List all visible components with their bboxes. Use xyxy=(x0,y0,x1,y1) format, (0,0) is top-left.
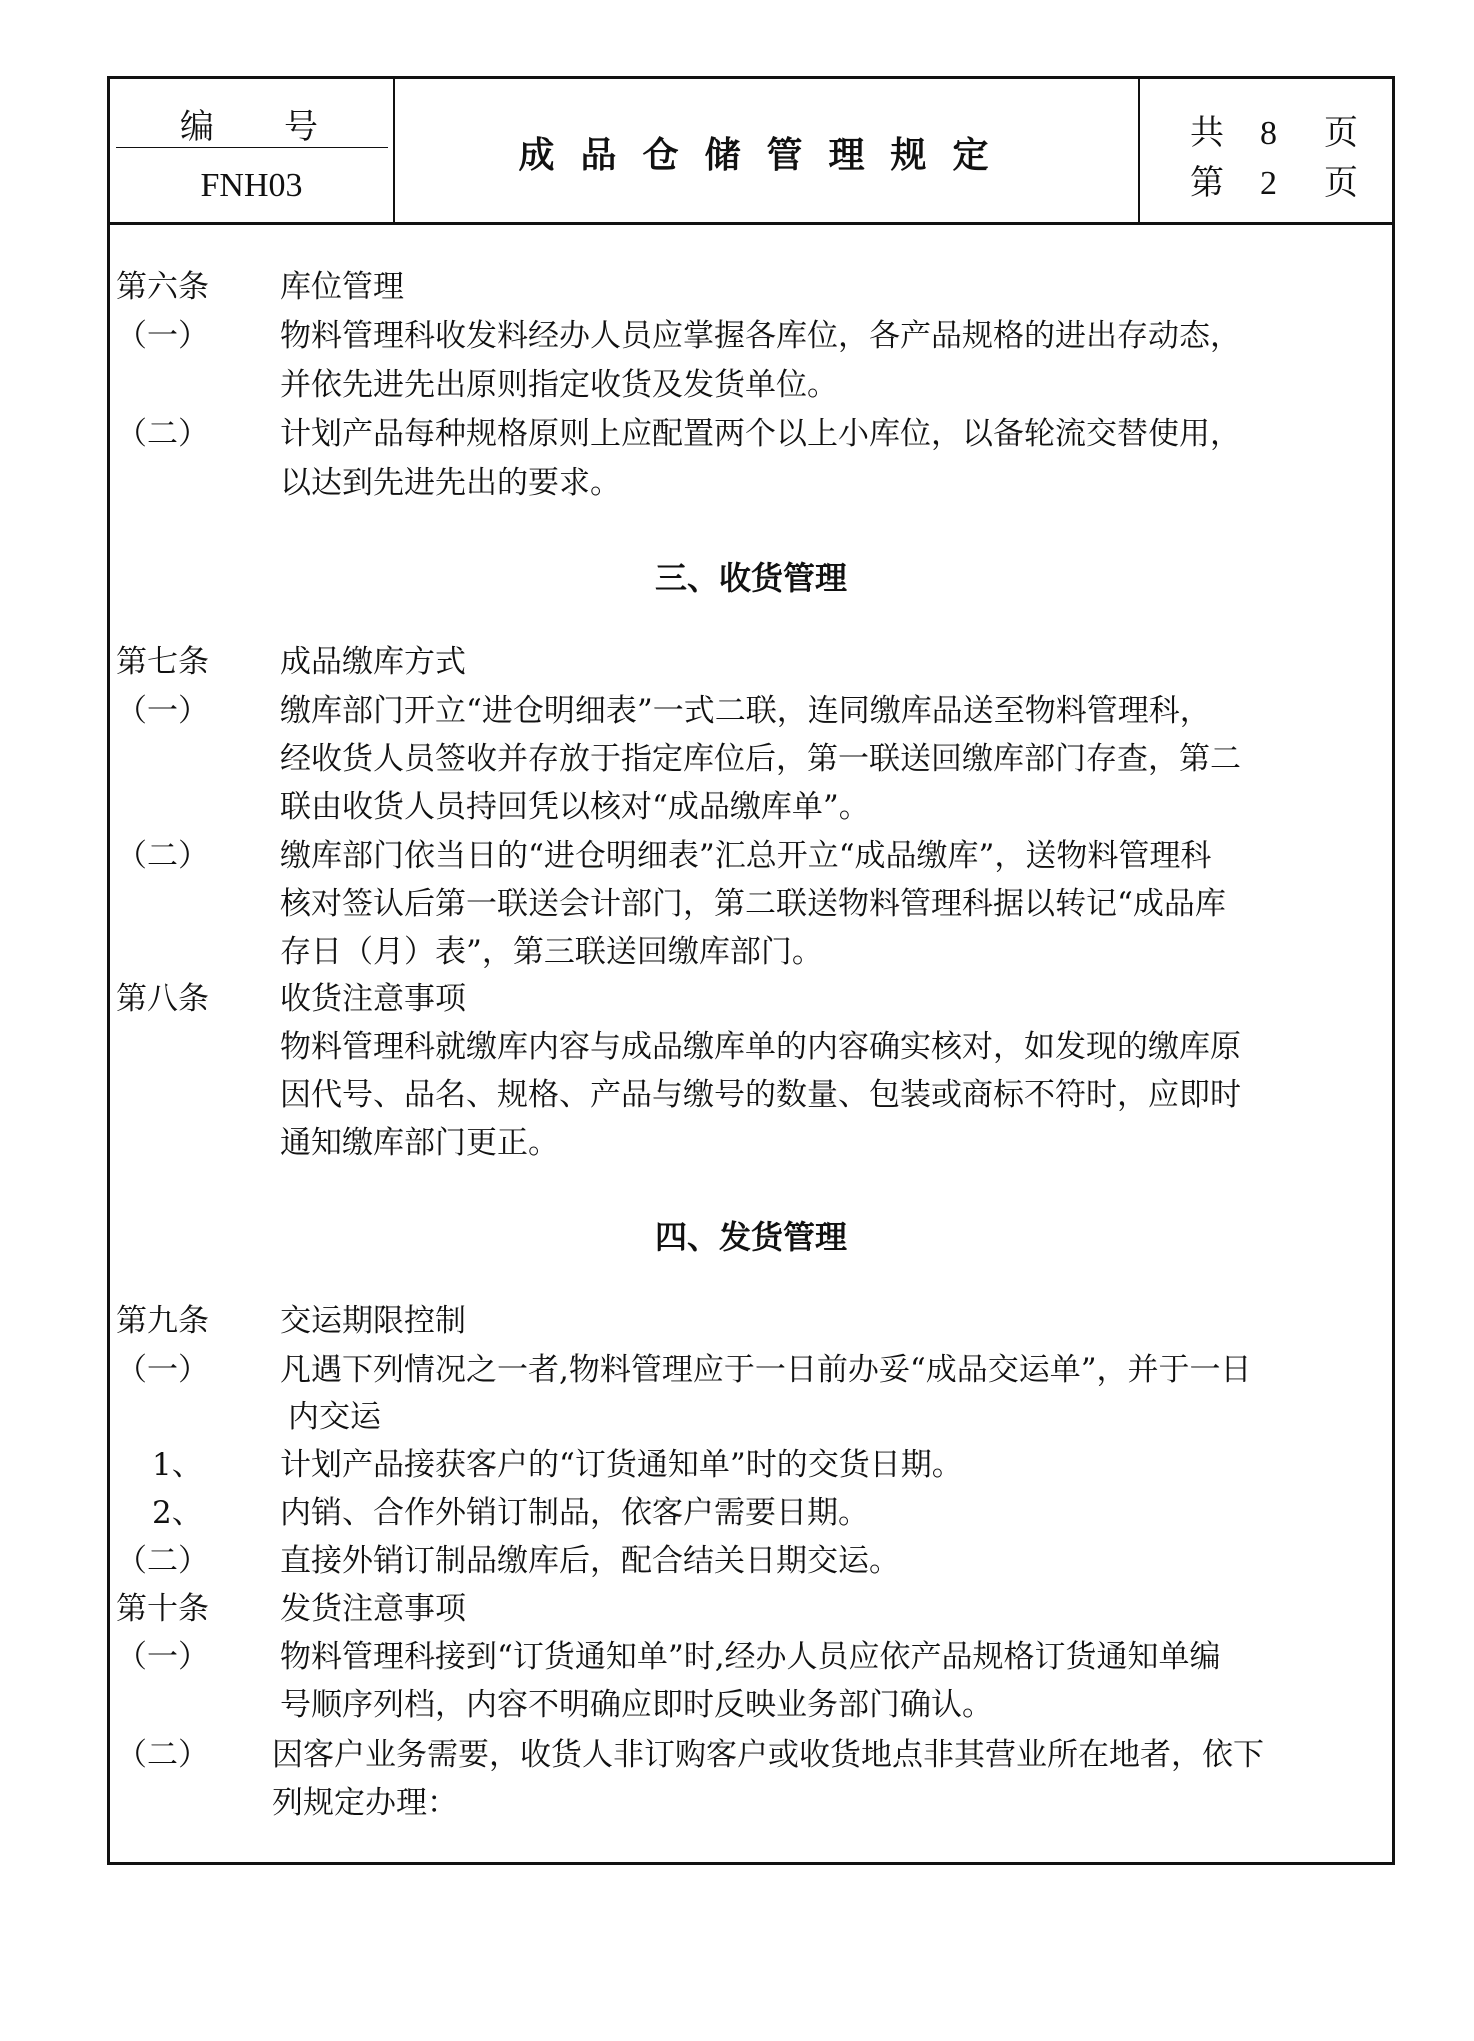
document-frame xyxy=(107,76,1395,1865)
page-info-cell xyxy=(1138,79,1395,222)
document-title: 成品仓储管理规定 xyxy=(518,134,1015,176)
paragraph-line: 物料管理科就缴库内容与成品缴库单的内容确实核对，如发现的缴库原 xyxy=(280,1029,1241,1065)
article-8-title: 收货注意事项 xyxy=(280,981,466,1017)
code-cell xyxy=(110,79,395,222)
paragraph-line: 联由收货人员持回凭以核对“成品缴库单”。 xyxy=(280,789,870,825)
total-pages-row xyxy=(1190,105,1358,154)
article-10-label: 第十条 xyxy=(116,1591,209,1627)
current-label: 第 xyxy=(1190,163,1224,203)
paragraph-line: 列规定办理： xyxy=(272,1785,458,1821)
paragraph-line: 直接外销订制品缴库后，配合结关日期交运。 xyxy=(280,1543,900,1579)
article-9-label: 第九条 xyxy=(116,1303,209,1339)
article-7-label: 第七条 xyxy=(116,644,209,680)
item-label: （二） xyxy=(116,416,209,452)
paragraph-line: 号顺序列档，内容不明确应即时反映业务部门确认。 xyxy=(280,1687,993,1723)
sub-item-label: 2、 xyxy=(152,1495,203,1531)
paragraph-line: 并依先进先出原则指定收货及发货单位。 xyxy=(280,367,838,403)
total-page-unit: 页 xyxy=(1324,113,1358,153)
article-9-title: 交运期限控制 xyxy=(280,1303,466,1339)
paragraph-line: 通知缴库部门更正。 xyxy=(280,1125,559,1161)
paragraph-line: 缴库部门依当日的“进仓明细表”汇总开立“成品缴库”，送物料管理科 xyxy=(280,838,1212,874)
paragraph-line: 以达到先进先出的要求。 xyxy=(280,465,621,501)
item-label: （二） xyxy=(116,838,209,874)
item-label: （一） xyxy=(116,693,209,729)
paragraph-line: 物料管理科接到“订货通知单”时,经办人员应依产品规格订货通知单编 xyxy=(280,1639,1221,1675)
item-label: （二） xyxy=(116,1543,209,1579)
document-header xyxy=(110,79,1392,225)
paragraph-line: 计划产品每种规格原则上应配置两个以上小库位，以备轮流交替使用， xyxy=(280,416,1241,452)
paragraph-line: 因代号、品名、规格、产品与缴号的数量、包装或商标不符时，应即时 xyxy=(280,1077,1241,1113)
item-label: （一） xyxy=(116,1352,209,1388)
item-label: （一） xyxy=(116,318,209,354)
paragraph-line: 缴库部门开立“进仓明细表”一式二联，连同缴库品送至物料管理科， xyxy=(280,693,1211,729)
paragraph-line: 计划产品接获客户的“订货通知单”时的交货日期。 xyxy=(280,1447,963,1483)
section-heading-shipping: 四、发货管理 xyxy=(654,1218,847,1256)
total-label: 共 xyxy=(1190,113,1224,153)
paragraph-line: 核对签认后第一联送会计部门，第二联送物料管理科据以转记“成品库 xyxy=(280,886,1226,922)
code-divider xyxy=(116,147,388,148)
paragraph-line: 内交运 xyxy=(288,1399,381,1435)
code-label-char-1: 编 xyxy=(180,107,214,147)
paragraph-line: 因客户业务需要，收货人非订购客户或收货地点非其营业所在地者，依下 xyxy=(272,1737,1264,1773)
current-page-unit: 页 xyxy=(1324,163,1358,203)
paragraph-line: 存日（月）表”，第三联送回缴库部门。 xyxy=(280,934,823,970)
item-label: （二） xyxy=(116,1737,209,1773)
code-value: FNH03 xyxy=(200,167,303,204)
paragraph-line: 经收货人员签收并存放于指定库位后，第一联送回缴库部门存查，第二 xyxy=(280,741,1241,777)
article-7-title: 成品缴库方式 xyxy=(280,644,466,680)
sub-item-label: 1、 xyxy=(152,1447,203,1483)
article-10-title: 发货注意事项 xyxy=(280,1591,466,1627)
code-label xyxy=(180,99,388,148)
paragraph-line: 内销、合作外销订制品，依客户需要日期。 xyxy=(280,1495,869,1531)
current-page-row xyxy=(1190,155,1358,204)
article-6-title: 库位管理 xyxy=(280,269,404,305)
paragraph-line: 物料管理科收发料经办人员应掌握各库位，各产品规格的进出存动态， xyxy=(280,318,1241,354)
section-heading-receiving: 三、收货管理 xyxy=(654,559,847,597)
paragraph-line: 凡遇下列情况之一者,物料管理应于一日前办妥“成品交运单”，并于一日 xyxy=(280,1352,1252,1388)
article-6-label: 第六条 xyxy=(116,269,209,305)
item-label: （一） xyxy=(116,1639,209,1675)
total-pages: 8 xyxy=(1260,115,1277,152)
code-label-char-2: 号 xyxy=(284,107,318,147)
article-8-label: 第八条 xyxy=(116,981,209,1017)
current-page: 2 xyxy=(1260,165,1277,202)
